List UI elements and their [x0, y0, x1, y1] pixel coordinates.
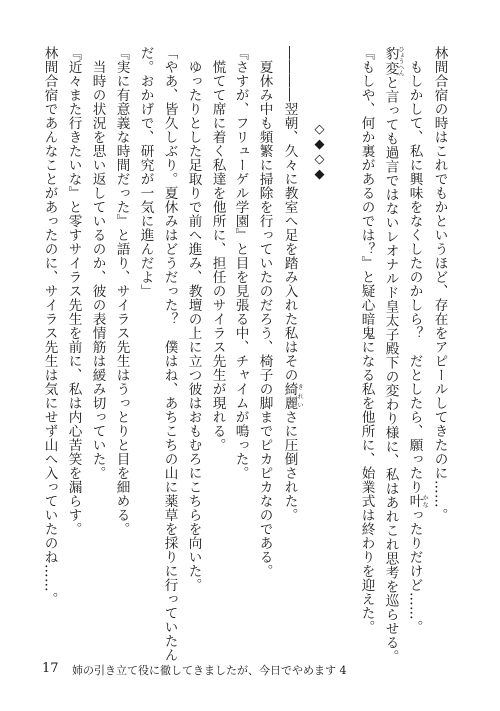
text-segment: 当時の状況を思い返しているのか、彼の表情筋は緩み切っていた。 — [89, 60, 106, 480]
text-column — [162, 46, 176, 662]
text-segment: 『近々また行きたいな』と零すサイラス先生を前に、私は内心苦笑を漏らす。 — [65, 46, 82, 536]
text-segment: さに圧倒された。 — [281, 409, 298, 522]
section-break-diamonds: ◇◆◇◆ — [312, 122, 327, 182]
text-column — [257, 60, 271, 578]
ruby-word: 叶かな — [406, 494, 429, 508]
text-column — [186, 60, 200, 592]
text-segment: 林間合宿の時はこれでもかというほど、存在をアピールしてきたのに……。 — [431, 46, 448, 522]
text-column — [210, 60, 224, 452]
ruby-word: 綺麗きれい — [281, 381, 304, 410]
ruby-reading: きれい — [296, 381, 304, 410]
text-column — [138, 46, 152, 298]
text-column — [66, 46, 80, 536]
text-segment: 夏休み中も頻繁に掃除を行っていたのだろう、椅子の脚までピカピカなのである。 — [256, 60, 273, 578]
text-segment: ――――翌朝、久々に教室へ足を踏み入れた私はその — [281, 46, 298, 382]
text-segment: 慌てて席に着く私達を他所に、担任のサイラス先生が現れる。 — [209, 60, 226, 452]
text-segment: だ。おかげで、研究が一気に進んだよ」 — [137, 46, 154, 298]
text-segment: ったりだけど……。 — [406, 508, 423, 634]
text-segment: 『実に有意義な時間だった』と語り、サイラス先生はうっとりと目を細める。 — [113, 46, 130, 536]
folio-page-number: 17 — [42, 661, 59, 676]
text-column — [42, 46, 56, 606]
ruby-reading: かな — [421, 494, 429, 508]
folio-running-title: 姉の引き立て役に徹してきましたが、今日でやめます 4 — [72, 664, 347, 677]
text-column — [282, 46, 303, 522]
text-column — [359, 46, 373, 634]
text-column — [90, 60, 104, 480]
text-segment: 『もしや、何か裏があるのでは？』と疑心暗鬼になる私を他所に、始業式は終わりを迎えた。 — [358, 46, 375, 634]
ruby-word: 豹変ひょうへん — [382, 46, 405, 76]
text-segment: ゆったりとした足取りで前へ進み、教壇の上に立つ彼はおもむろにこちらを向いた。 — [185, 60, 202, 592]
text-column — [233, 46, 247, 480]
text-column — [432, 46, 446, 522]
text-segment: と言っても過言ではないレオナルド皇太子殿下の変わり様に、私はあれこれ思考を巡らせる。 — [382, 75, 399, 664]
text-column — [383, 46, 404, 664]
text-segment: もしかして、私に興味をなくしたのかしら？ だとしたら、願ったり — [406, 60, 423, 494]
text-segment: 『さすが、フリューゲル学園』と目を見張る中、チャイムが鳴った。 — [232, 46, 249, 480]
text-segment: 「やあ、皆久しぶり。夏休みはどうだった？ 僕はね、あちこちの山に薬草を採りに行っていたん — [161, 46, 178, 662]
text-column — [114, 46, 128, 536]
text-column — [407, 60, 428, 634]
text-segment: 林間合宿であんなことがあったのに、サイラス先生は気にせず山へ入っていたのね……。 — [41, 46, 58, 606]
ruby-reading: ひょうへん — [397, 46, 405, 76]
